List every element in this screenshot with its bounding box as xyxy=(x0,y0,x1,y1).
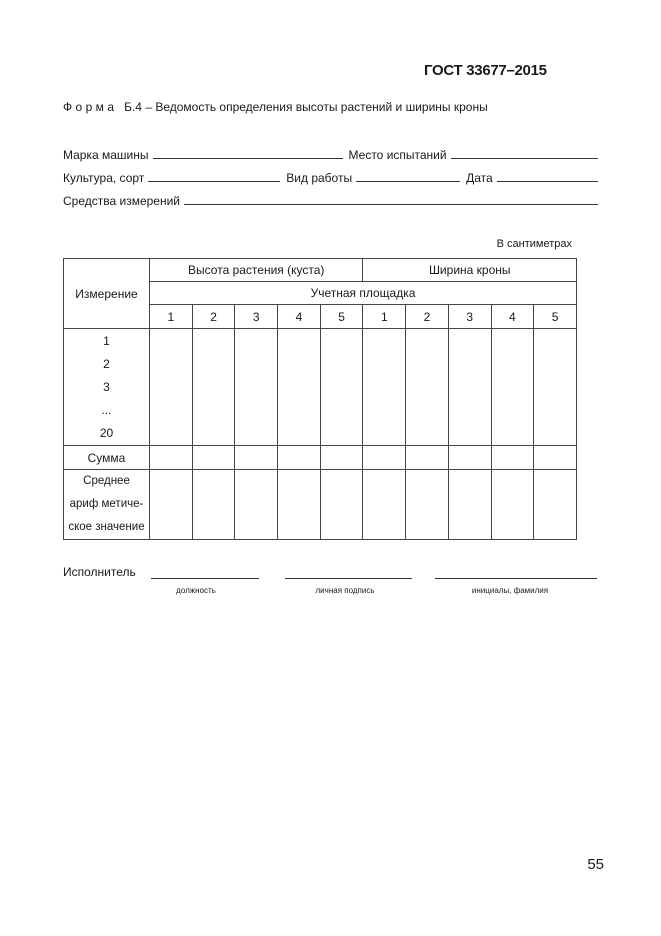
plot-number-height: 4 xyxy=(278,305,321,329)
sum-cell[interactable] xyxy=(235,446,278,470)
sum-cell[interactable] xyxy=(448,446,491,470)
page-number: 55 xyxy=(587,856,604,873)
height-group-header: Высота растения (куста) xyxy=(150,259,363,282)
standard-number: ГОСТ 33677–2015 xyxy=(424,62,547,79)
sum-cell[interactable] xyxy=(406,446,449,470)
work-type-label: Вид работы xyxy=(286,171,353,185)
plot-number-width: 5 xyxy=(534,305,577,329)
data-cell[interactable] xyxy=(448,329,491,446)
row-labels-cell xyxy=(64,329,150,446)
sum-cell[interactable] xyxy=(278,446,321,470)
form-title-text: – Ведомость определения высоты растений и ширины кроны xyxy=(145,100,488,114)
date-blank[interactable] xyxy=(497,181,598,182)
mean-cell[interactable] xyxy=(320,470,363,540)
data-cell[interactable] xyxy=(235,329,278,446)
plot-number-width: 4 xyxy=(491,305,534,329)
unit-note: В сантиметрах xyxy=(496,238,572,250)
row-label: ... xyxy=(101,402,112,417)
sum-cell[interactable] xyxy=(150,446,193,470)
sum-label: Сумма xyxy=(64,446,150,470)
data-cell[interactable] xyxy=(534,329,577,446)
row-label: 20 xyxy=(99,425,114,440)
machine-brand-blank[interactable] xyxy=(153,158,343,159)
personal-signature-line[interactable] xyxy=(285,578,412,579)
mean-cell[interactable] xyxy=(534,470,577,540)
mean-cell[interactable] xyxy=(150,470,193,540)
machine-brand-label: Марка машины xyxy=(63,148,149,162)
mean-cell[interactable] xyxy=(363,470,406,540)
mean-cell[interactable] xyxy=(491,470,534,540)
mean-cell[interactable] xyxy=(192,470,235,540)
data-cell[interactable] xyxy=(150,329,193,446)
mean-cell[interactable] xyxy=(448,470,491,540)
name-caption: инициалы, фамилия xyxy=(471,586,549,595)
mean-label-line: ское значение xyxy=(68,521,145,533)
measurement-table xyxy=(63,258,577,540)
sum-cell[interactable] xyxy=(320,446,363,470)
sum-cell[interactable] xyxy=(363,446,406,470)
mean-label-line: Среднее xyxy=(83,475,130,487)
row-label: 3 xyxy=(103,379,110,394)
form-title xyxy=(63,100,488,114)
data-cell[interactable] xyxy=(363,329,406,446)
row-label: 1 xyxy=(103,333,110,348)
measurement-header: Измерение xyxy=(64,259,150,329)
plot-number-height: 1 xyxy=(150,305,193,329)
measuring-tools-label: Средства измерений xyxy=(63,194,181,208)
plot-number-height: 2 xyxy=(192,305,235,329)
name-signature-line[interactable] xyxy=(435,578,597,579)
plot-number-height: 3 xyxy=(235,305,278,329)
measuring-tools-blank[interactable] xyxy=(184,204,598,205)
position-signature-line[interactable] xyxy=(151,578,259,579)
form-title-number: Б.4 xyxy=(124,100,142,114)
work-type-blank[interactable] xyxy=(356,181,460,182)
position-caption: должность xyxy=(176,586,216,595)
width-group-header: Ширина кроны xyxy=(363,259,577,282)
mean-label xyxy=(64,470,150,540)
field-line-tools xyxy=(63,190,598,208)
field-line-machine xyxy=(63,144,598,162)
data-cell[interactable] xyxy=(320,329,363,446)
plot-number-height: 5 xyxy=(320,305,363,329)
plot-number-width: 3 xyxy=(448,305,491,329)
row-label: 2 xyxy=(103,356,110,371)
field-line-crop xyxy=(63,167,598,185)
executor-label: Исполнитель xyxy=(63,565,136,579)
signature-caption: личная подпись xyxy=(315,586,375,595)
data-cell[interactable] xyxy=(491,329,534,446)
crop-variety-label: Культура, сорт xyxy=(63,171,145,185)
plot-number-width: 2 xyxy=(406,305,449,329)
date-label: Дата xyxy=(466,171,493,185)
test-site-blank[interactable] xyxy=(451,158,598,159)
sum-cell[interactable] xyxy=(491,446,534,470)
mean-cell[interactable] xyxy=(406,470,449,540)
data-cell[interactable] xyxy=(192,329,235,446)
sum-cell[interactable] xyxy=(192,446,235,470)
crop-variety-blank[interactable] xyxy=(148,181,280,182)
sum-cell[interactable] xyxy=(534,446,577,470)
mean-label-line: ариф метиче- xyxy=(69,498,144,510)
mean-cell[interactable] xyxy=(278,470,321,540)
mean-cell[interactable] xyxy=(235,470,278,540)
test-site-label: Место испытаний xyxy=(348,148,447,162)
plot-number-width: 1 xyxy=(363,305,406,329)
data-cell[interactable] xyxy=(406,329,449,446)
form-title-prefix: Форма xyxy=(63,100,118,114)
data-cell[interactable] xyxy=(278,329,321,446)
plot-subheader: Учетная площадка xyxy=(150,282,577,305)
